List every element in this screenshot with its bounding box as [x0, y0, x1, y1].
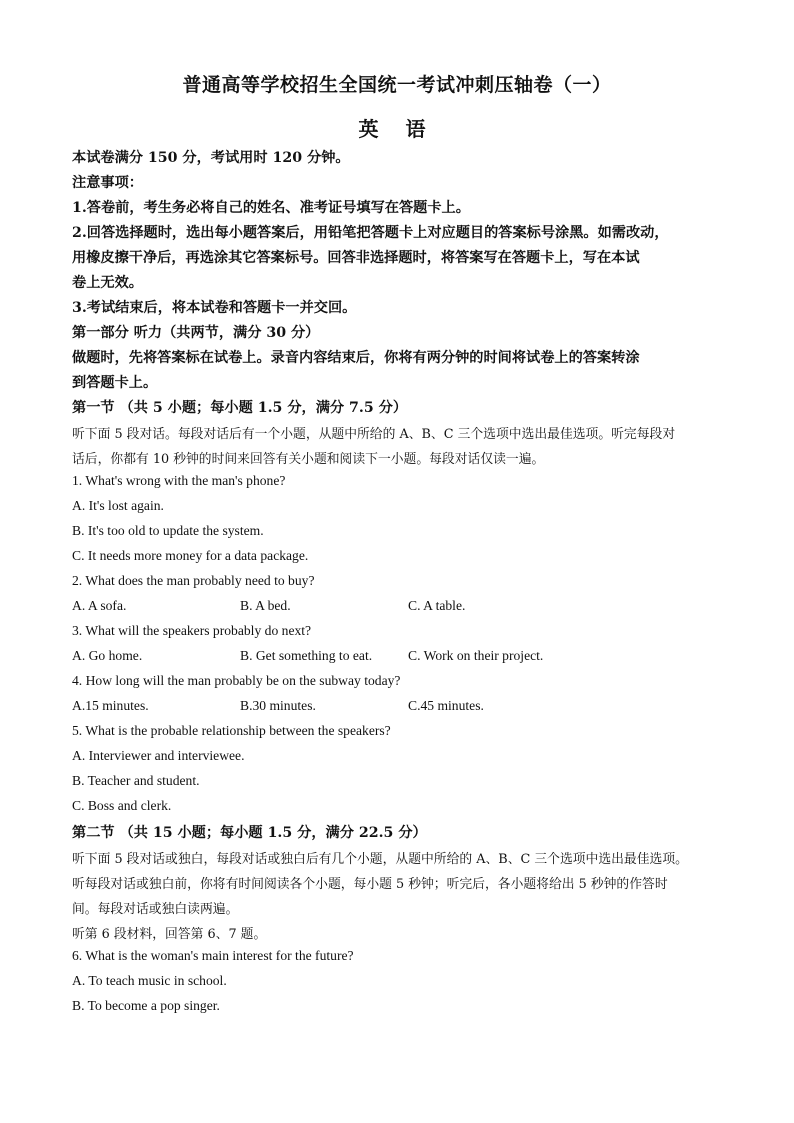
part1-intro-line-1: 做题时，先将答案标在试卷上。录音内容结束后，你将有两分钟的时间将试卷上的答案转涂 [72, 350, 640, 366]
section2-intro-line-3: 间。每段对话或独白读两遍。 [72, 902, 239, 917]
part1-intro-line-2: 到答题卡上。 [72, 375, 158, 391]
question-2-option-c: C. A table. [408, 598, 466, 613]
section1-heading: 第一节 （共 5 小题；每小题 1.5 分，满分 7.5 分） [72, 400, 408, 416]
question-4-option-b: B.30 minutes. [240, 698, 316, 713]
section1-intro-line-1: 听下面 5 段对话。每段对话后有一个小题，从题中所给的 A、B、C 三个选项中选出最佳选项。听完每段对 [72, 427, 676, 442]
question-5-option-a: A. Interviewer and interviewee. [72, 748, 245, 763]
notice-heading: 注意事项： [72, 175, 143, 191]
question-5: 5. What is the probable relationship between the speakers? [72, 723, 391, 738]
question-6: 6. What is the woman's main interest for the future? [72, 948, 354, 963]
question-1-option-c: C. It needs more money for a data package. [72, 548, 309, 563]
section2-heading: 第二节 （共 15 小题；每小题 1.5 分，满分 22.5 分） [72, 825, 427, 841]
question-1-option-b: B. It's too old to update the system. [72, 523, 264, 538]
question-2: 2. What does the man probably need to buy? [72, 573, 315, 588]
question-4: 4. How long will the man probably be on the subway today? [72, 673, 401, 688]
notice-item-2-line-3: 卷上无效。 [72, 275, 143, 291]
part1-heading: 第一部分 听力（共两节，满分 30 分） [72, 325, 320, 341]
section2-intro-line-1: 听下面 5 段对话或独白，每段对话或独白后有几个小题，从题中所给的 A、B、C 三个选项中选出最佳选项。 [72, 852, 688, 867]
question-2-option-b: B. A bed. [240, 598, 291, 613]
section2-intro-line-2: 听每段对话或独白前，你将有时间阅读各个小题，每小题 5 秒钟；听完后，各小题将给出 5 秒钟的作答时 [72, 877, 668, 892]
exam-title: 普通高等学校招生全国统一考试冲刺压轴卷（一） [182, 74, 612, 96]
question-3-option-b: B. Get something to eat. [240, 648, 373, 663]
material-6-note: 听第 6 段材料，回答第 6、7 题。 [72, 927, 267, 942]
question-4-option-c: C.45 minutes. [408, 698, 484, 713]
question-3-option-a: A. Go home. [72, 648, 143, 663]
notice-item-2-line-1: 2.回答选择题时，选出每小题答案后，用铅笔把答题卡上对应题目的答案标号涂黑。如需改动， [72, 225, 669, 241]
question-5-option-c: C. Boss and clerk. [72, 798, 172, 813]
question-5-option-b: B. Teacher and student. [72, 773, 200, 788]
question-6-option-a: A. To teach music in school. [72, 973, 227, 988]
notice-item-3: 3.考试结束后，将本试卷和答题卡一并交回。 [72, 300, 357, 316]
question-3: 3. What will the speakers probably do next? [72, 623, 312, 638]
question-1: 1. What's wrong with the man's phone? [72, 473, 286, 488]
notice-item-2-line-2: 用橡皮擦干净后，再选涂其它答案标号。回答非选择题时，将答案写在答题卡上，写在本试 [72, 250, 640, 266]
question-1-option-a: A. It's lost again. [72, 498, 164, 513]
question-6-option-b: B. To become a pop singer. [72, 998, 220, 1013]
question-2-option-a: A. A sofa. [72, 598, 127, 613]
section1-intro-line-2: 话后，你都有 10 秒钟的时间来回答有关小题和阅读下一小题。每段对话仅读一遍。 [72, 452, 545, 467]
notice-item-1: 1.答卷前，考生务必将自己的姓名、准考证号填写在答题卡上。 [72, 200, 470, 216]
full-score-note: 本试卷满分 150 分，考试用时 120 分钟。 [72, 150, 350, 166]
question-3-option-c: C. Work on their project. [408, 648, 544, 663]
subject-title: 英 语 [358, 117, 436, 141]
question-4-option-a: A.15 minutes. [72, 698, 149, 713]
